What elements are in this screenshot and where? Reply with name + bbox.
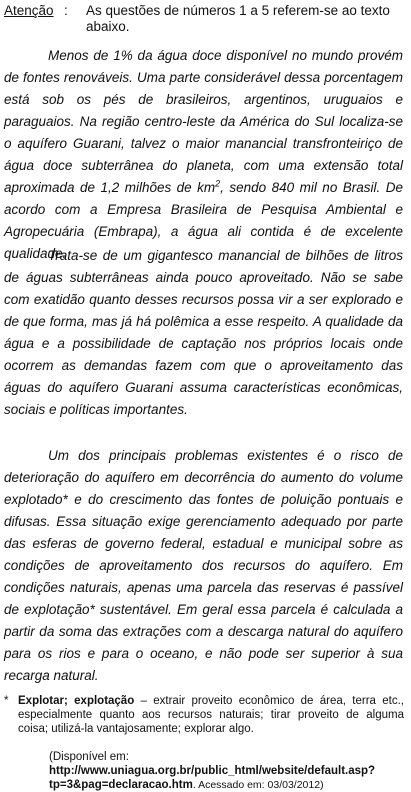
paragraph-2: Trata-se de um gigantesco manancial de bilhões de litros de águas subterrâneas ainda pouco aproveitado. Não se sabe com exatidão quanto desses recursos possa vir a ser explorado e de que forma, mas já há polêmica a esse respeito. A qualidade da água e a possibilidade de captação nos próprios locais onde ocorrem as demandas fazem com que o aproveitamento das águas do aquífero Guarani assuma características econômicas, sociais e políticas importantes.	[4, 248, 403, 417]
attention-label: Atenção	[4, 3, 54, 18]
paragraph-1-part-a: Menos de 1% da água doce disponível no mundo provém de fontes renováveis. Uma parte considerável dessa porcentagem está sob os pés de brasileiros, argentinos, uruguaios e paraguaios. Na região centro-leste da América do Sul localiza-se o aquífero Guarani, talvez o maior manancial transfronteiriço de água doce subterrânea do planeta, com uma extensão total aproximada de 1,2 milhões de km	[4, 48, 403, 195]
superscript-2: 2	[215, 178, 221, 189]
attention-text: As questões de números 1 a 5 referem-se ao texto abaixo.	[86, 3, 390, 34]
paragraph-1-part-b: , sendo 840 mil no Brasil. De acordo com a Empresa Brasileira de Pesquisa Ambiental e Agropecuária (Embrapa), a água ali contida é de excelente qualidade.	[4, 180, 404, 261]
footnote-term: Explotar; explotação	[18, 695, 135, 707]
footnote-definition: – extrair proveito econômico de área, terra etc., especialmente quanto aos recursos naturais; tirar proveito de alguma coisa; utilizá-la vantajosamente; explorar algo.	[18, 695, 404, 735]
paragraph-1	[4, 45, 403, 265]
paragraph-3: Um dos principais problemas existentes é o risco de deterioração do aquífero em decorrência do aumento do volume explotado* e do crescimento das fontes de poluição pontuais e difusas. Essa situação exige gerenciamento adequado por parte das esferas de governo federal, estadual e municipal sobre as condições de aproveitamento dos recursos do aquífero. Em condições naturais, apenas uma parcela das reservas é passível de explotação* sustentável. Em geral essa parcela é calculada a partir da soma das extrações com a descarga natural do aquífero para os rios e para o oceano, e não pode ser superior à sua recarga natural.	[4, 448, 403, 683]
source-accessed: . Acessado em: 03/03/2012)	[192, 779, 324, 791]
footnote-body	[18, 694, 404, 736]
source-prefix: (Disponível em:	[49, 751, 129, 763]
footnote-marker: *	[4, 695, 9, 707]
attention-colon: :	[64, 3, 68, 18]
source-link[interactable]: http://www.uniagua.org.br/public_html/website/default.asp?tp=3&pag=declaracao.htm	[49, 765, 376, 791]
